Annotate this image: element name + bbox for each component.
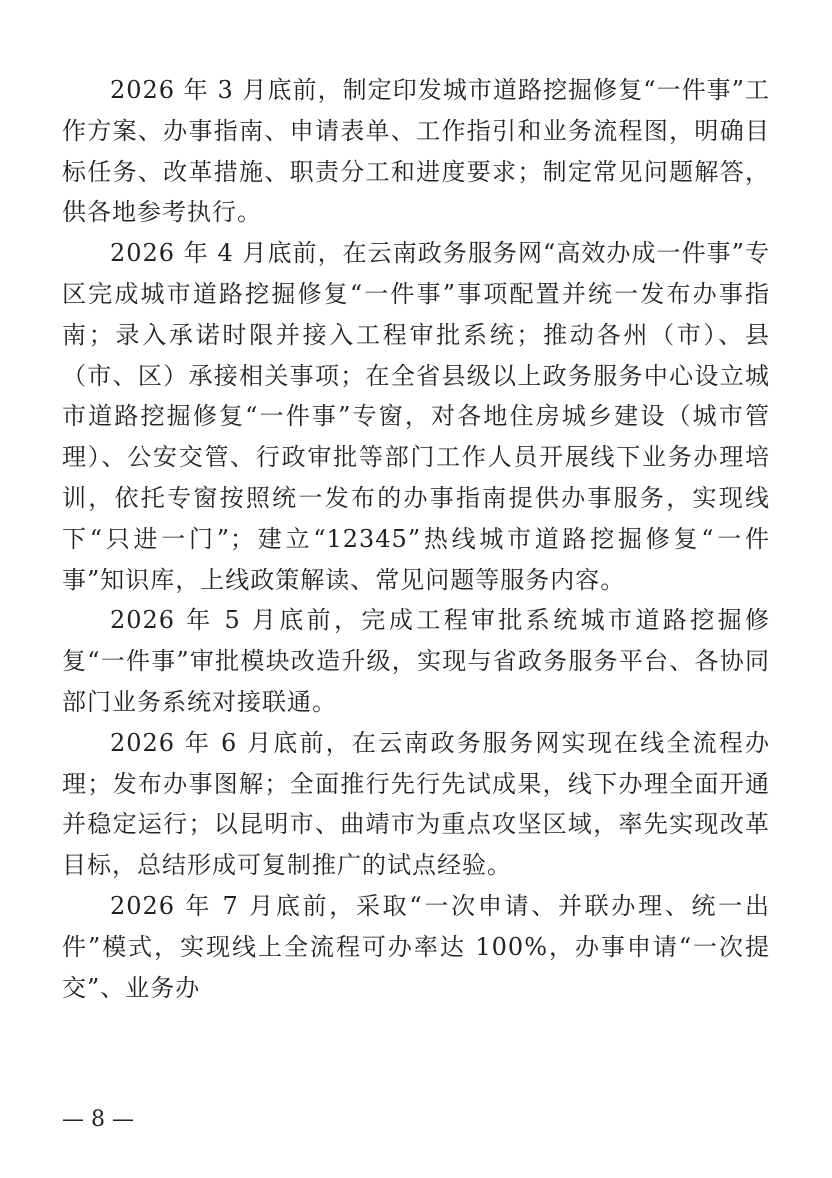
paragraph-march-deadline: 2026 年 3 月底前，制定印发城市道路挖掘修复“一件事”工作方案、办事指南、申请表单、工作指引和业务流程图，明确目标任务、改革措施、职责分工和进度要求；制定常见问题解答，供各地参考执行。 (62, 76, 770, 227)
body-text (62, 70, 770, 1008)
paragraph-april-deadline: 2026 年 4 月底前，在云南政务服务网“高效办成一件事”专区完成城市道路挖掘修复“一件事”事项配置并统一发布办事指南；录入承诺时限并接入工程审批系统；推动各州（市）、县（市、区）承接相关事项；在全省县级以上政务服务中心设立城市道路挖掘修复“一件事”专窗，对各地住房城乡建设（城市管理）、公安交管、行政审批等部门工作人员开展线下业务办理培训，依托专窗按照统一发布的办事指南提供办事服务，实现线下“只进一门”；建立“12345”热线城市道路挖掘修复“一件事”知识库，上线政策解读、常见问题等服务内容。 (62, 239, 770, 594)
paragraph-july-deadline: 2026 年 7 月底前，采取“一次申请、并联办理、统一出件”模式，实现线上全流程可办率达 100%，办事申请“一次提交”、业务办 (62, 891, 770, 1002)
paragraph-may-deadline: 2026 年 5 月底前，完成工程审批系统城市道路挖掘修复“一件事”审批模块改造升级，实现与省政务服务平台、各协同部门业务系统对接联通。 (62, 606, 770, 716)
page-number: — 8 — (62, 1107, 134, 1132)
paragraph-june-deadline: 2026 年 6 月底前，在云南政务服务网实现在线全流程办理；发布办事图解；全面推行先行先试成果，线下办理全面开通并稳定运行；以昆明市、曲靖市为重点攻坚区域，率先实现改革目标，总结形成可复制推广的试点经验。 (62, 728, 770, 880)
